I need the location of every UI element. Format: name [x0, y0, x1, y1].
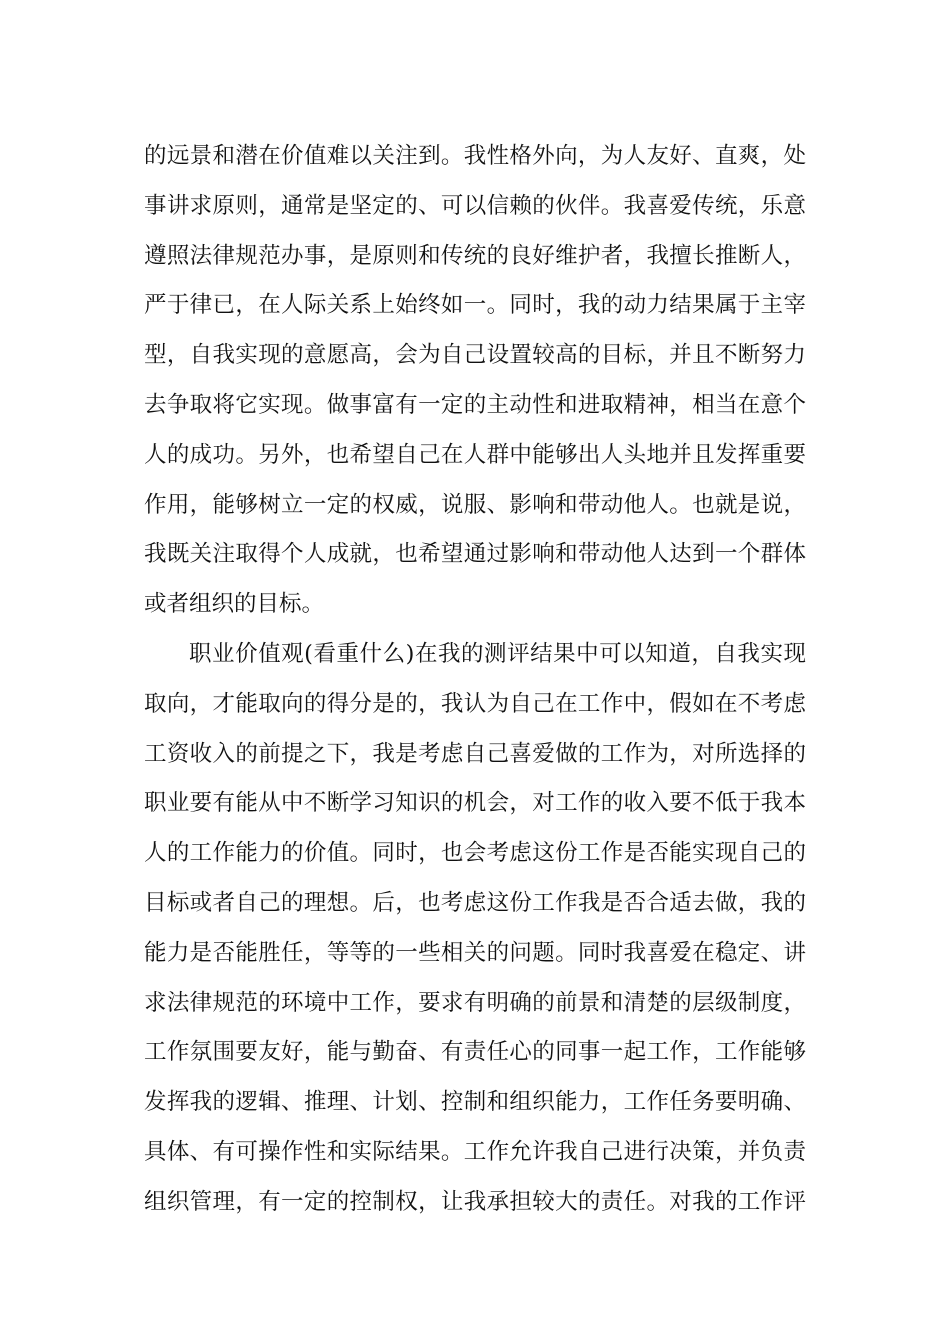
paragraph-first-line: 职业价值观(看重什么)在我的测评结果中可以知道，自我实现	[189, 641, 806, 667]
paragraph-line: 发挥我的逻辑、推理、计划、控制和组织能力，工作任务要明确、	[144, 1089, 806, 1116]
paragraph-1	[144, 132, 806, 630]
paragraph-line: 工资收入的前提之下，我是考虑自己喜爱做的工作为，对所选择的	[144, 740, 806, 767]
paragraph-line: 人的成功。另外，也希望自己在人群中能够出人头地并且发挥重要	[144, 441, 806, 468]
paragraph-line: 能力是否能胜任，等等的一些相关的问题。同时我喜爱在稳定、讲	[144, 939, 806, 966]
paragraph-line: 去争取将它实现。做事富有一定的主动性和进取精神，相当在意个	[144, 391, 806, 418]
paragraph-line: 我既关注取得个人成就，也希望通过影响和带动他人达到一个群体	[144, 541, 806, 568]
paragraph-line: 或者组织的目标。	[144, 591, 325, 618]
paragraph-line: 取向，才能取向的得分是的，我认为自己在工作中，假如在不考虑	[144, 690, 806, 717]
paragraph-line: 具体、有可操作性和实际结果。工作允许我自己进行决策，并负责	[144, 1138, 806, 1165]
paragraph-line: 型，自我实现的意愿高，会为自己设置较高的目标，并且不断努力	[144, 342, 806, 369]
paragraph-line: 的远景和潜在价值难以关注到。我性格外向，为人友好、直爽，处	[144, 143, 806, 169]
paragraph-line: 人的工作能力的价值。同时，也会考虑这份工作是否能实现自己的	[144, 840, 806, 867]
paragraph-line: 工作氛围要友好，能与勤奋、有责任心的同事一起工作，工作能够	[144, 1039, 806, 1066]
paragraph-line: 组织管理，有一定的控制权，让我承担较大的责任。对我的工作评	[144, 1188, 806, 1215]
paragraph-line: 事讲求原则，通常是坚定的、可以信赖的伙伴。我喜爱传统，乐意	[144, 192, 806, 219]
paragraph-line: 严于律已，在人际关系上始终如一。同时，我的动力结果属于主宰	[144, 292, 806, 319]
paragraph-line: 作用，能够树立一定的权威，说服、影响和带动他人。也就是说，	[144, 491, 806, 518]
paragraph-2	[144, 630, 806, 1228]
paragraph-line: 目标或者自己的理想。后，也考虑这份工作我是否合适去做，我的	[144, 889, 806, 916]
paragraph-line: 求法律规范的环境中工作，要求有明确的前景和清楚的层级制度，	[144, 989, 806, 1016]
paragraph-line: 遵照法律规范办事，是原则和传统的良好维护者，我擅长推断人，	[144, 242, 806, 269]
paragraph-line: 职业要有能从中不断学习知识的机会，对工作的收入要不低于我本	[144, 790, 806, 817]
